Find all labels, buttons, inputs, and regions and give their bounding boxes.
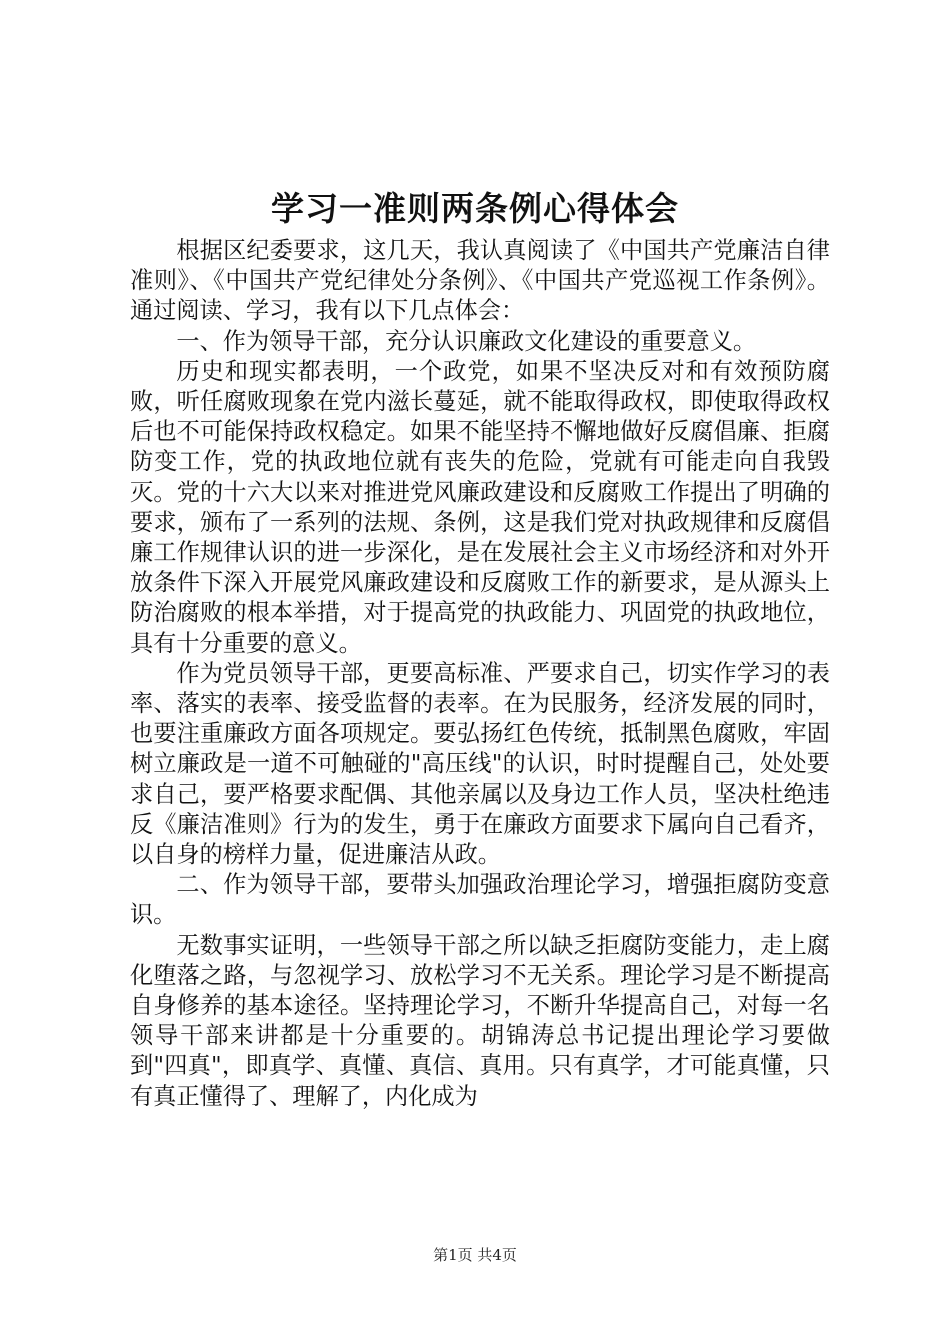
document-body — [130, 236, 830, 1112]
paragraph-heading-two: 二、作为领导干部，要带头加强政治理论学习，增强拒腐防变意识。 — [130, 871, 830, 929]
paragraph-history: 历史和现实都表明，一个政党，如果不坚决反对和有效预防腐败，听任腐败现象在党内滋长蔓延，就不能取得政权，即使取得政权后也不可能保持政权稳定。如果不能坚持不懈地做好反腐倡廉、拒腐防变工作，党的执政地位就有丧失的危险，党就有可能走向自我毁灭。党的十六大以来对推进党风廉政建设和反腐败工作提出了明确的要求，颁布了一系列的法规、条例，这是我们党对执政规律和反腐倡廉工作规律认识的进一步深化，是在发展社会主义市场经济和对外开放条件下深入开展党风廉政建设和反腐败工作的新要求，是从源头上防治腐败的根本举措，对于提高党的执政能力、巩固党的执政地位，具有十分重要的意义。 — [130, 357, 830, 657]
document-title: 学习一准则两条例心得体会 — [271, 189, 679, 228]
paragraph-theory-study: 无数事实证明，一些领导干部之所以缺乏拒腐防变能力，走上腐化堕落之路，与忽视学习、放松学习不无关系。理论学习是不断提高自身修养的基本途径。坚持理论学习，不断升华提高自己，对每一名领导干部来讲都是十分重要的。胡锦涛总书记提出理论学习要做到"四真"，即真学、真懂、真信、真用。只有真学，才可能真懂，只有真正懂得了、理解了，内化成为 — [130, 931, 830, 1110]
paragraph-intro: 根据区纪委要求，这几天，我认真阅读了《中国共产党廉洁自律准则》、《中国共产党纪律处分条例》、《中国共产党巡视工作条例》。通过阅读、学习，我有以下几点体会： — [130, 237, 830, 325]
paragraph-leadership: 作为党员领导干部，更要高标准、严要求自己，切实作学习的表率、落实的表率、接受监督的表率。在为民服务，经济发展的同时，也要注重廉政方面各项规定。要弘扬红色传统，抵制黑色腐败，牢固树立廉政是一道不可触碰的"高压线"的认识，时时提醒自己，处处要求自己，要严格要求配偶、其他亲属以及身边工作人员，坚决杜绝违反《廉洁准则》行为的发生，勇于在廉政方面要求下属向自己看齐，以自身的榜样力量，促进廉洁从政。 — [130, 659, 830, 869]
paragraph-heading-one: 一、作为领导干部，充分认识廉政文化建设的重要意义。 — [176, 327, 757, 355]
page-footer: 第1页 共4页 — [433, 1246, 517, 1264]
